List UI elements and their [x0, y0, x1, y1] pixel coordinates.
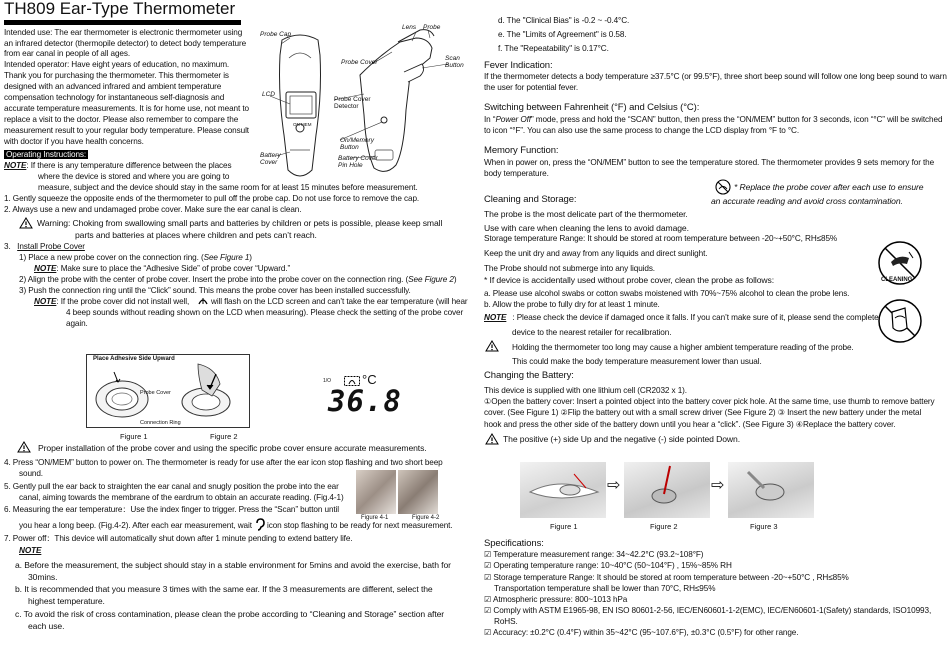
cleaning-icon-text: CLEANING — [881, 277, 913, 283]
substep-3-note-b: will flash on the LCD screen and can’t take the ear temperature (will hear — [211, 297, 468, 306]
spec-1: ☑ Temperature measurement range: 34~42.2°C (93.2~108°F) — [484, 550, 704, 559]
step-5-cont: canal, aiming towards the membrane of the eardrum to obtain an accurate reading. (Fig.4-1) — [19, 493, 344, 502]
spec-3: ☑ Storage temperature Range: It should be stored at room temperature between -20~+50°C , RH≤85% — [484, 573, 849, 582]
label-scan-button: Scan Button — [445, 55, 464, 69]
note-label: NOTE — [34, 264, 57, 273]
note-text: : Please check the device if damaged once it falls. If you can’t make sure of it, please send the complete — [512, 313, 879, 322]
intro-line: with doctor if you have health concerns. — [4, 137, 144, 146]
probe-cover-label: Probe Cover — [140, 390, 171, 396]
battery-heading: Changing the Battery: — [484, 370, 574, 381]
fever-line1: If the thermometer detects a body temperature ≥37.5°C (or 99.5°F), three short beep sound will follow one long beep sound to warn — [484, 72, 947, 81]
no-reuse-icon — [712, 179, 734, 195]
substep-1-note — [34, 264, 290, 275]
storage-line: Storage temperature Range: It should be stored at room temperature between -20~+50°C, RH≤85% — [484, 234, 838, 243]
step-2: 2. Always use a new and undamaged probe cover. Make sure the ear canal is clean. — [4, 205, 302, 214]
note-2-a: a. Before the measurement, the subject should stay in a stable environment for 5mins and avoid the exercise, bath for — [15, 560, 451, 570]
battery-figure-3-drawing — [728, 462, 814, 518]
intro-line: from ear canal in people of all ages. — [4, 49, 131, 58]
right-note-line2: device to the nearest retailer for recalibration. — [512, 328, 672, 337]
figure-2-caption: Figure 2 — [210, 432, 238, 441]
switch-line1-a: In “ — [484, 115, 496, 124]
figure-4-2-caption: Figure 4-2 — [412, 515, 440, 521]
label-probe-cap: Probe Cap — [260, 31, 292, 38]
note-label: NOTE — [4, 161, 27, 170]
battery-figure-2-caption: Figure 2 — [650, 522, 678, 531]
connection-ring-label: Connection Ring — [140, 420, 181, 426]
label-lcd: LCD — [262, 91, 276, 98]
memory-line2: body temperature. — [484, 169, 549, 178]
battery-figure-1-drawing — [520, 462, 606, 518]
no-water-icon — [877, 298, 923, 344]
warning-icon — [485, 433, 499, 445]
switch-line1 — [484, 115, 942, 126]
warning-icon — [19, 217, 33, 229]
battery-line4: The positive (+) side Up and the negative (-) side pointed Down. — [503, 434, 740, 444]
repeatability: f. The "Repeatability" is 0.17°C. — [498, 44, 609, 53]
limits-of-agreement: e. The "Limits of Agreement" is 0.58. — [498, 30, 627, 39]
substep-2-text: 2) Align the probe with the center of probe cover. Insert the probe into the probe cover on the connection ring. ( — [19, 275, 409, 284]
keep-dry-line: Keep the unit dry and away from any liquids and direct sunlight. — [484, 249, 708, 258]
clinical-bias: d. The "Clinical Bias" is -0.2 ~ -0.4°C. — [498, 16, 630, 25]
hold-line1: Holding the thermometer too long may cause a higher ambient temperature reading of the probe. — [512, 343, 854, 352]
note-2-b-cont: highest temperature. — [28, 596, 105, 606]
battery-figure-1-caption: Figure 1 — [550, 522, 578, 531]
warning-line2: parts and batteries at places where children and pets can’t reach. — [75, 230, 317, 240]
spec-2: ☑ Operating temperature range: 10~40°C (50~104°F) , 15%~85% RH — [484, 561, 732, 570]
replace-line2: an accurate reading and avoid cross contamination. — [711, 196, 903, 206]
operating-note-line2: where the device is stored and where you are going to — [38, 172, 230, 181]
battery-figure-2-drawing — [624, 462, 710, 518]
intro-line: Intended use: The ear thermometer is electronic thermometer using — [4, 28, 243, 37]
note-label: NOTE — [34, 297, 57, 306]
fever-line2: the user for potential fever. — [484, 83, 579, 92]
step-3-title: Install Probe Cover — [17, 242, 85, 251]
substep-3: 3) Push the connection ring until the “Click” sound. This means the probe cover has been installed successfully. — [19, 286, 411, 295]
lcd-mode: 1/O — [323, 378, 332, 384]
substep-1 — [19, 253, 252, 264]
warning-icon — [17, 441, 31, 453]
label-lens: Lens — [402, 24, 417, 31]
operating-header — [4, 150, 88, 161]
spec-heading: Specifications: — [484, 538, 544, 549]
replace-line1: * Replace the probe cover after each use to ensure — [734, 182, 924, 192]
substep-3-note-d: again. — [66, 319, 88, 328]
document-title: TH809 Ear-Type Thermometer — [4, 0, 236, 18]
battery-figure-3-caption: Figure 3 — [750, 522, 778, 531]
step-4: 4. Press “ON/MEM” button to power on. The thermometer is ready for use after the ear icon stop flashing and two short beep — [4, 458, 443, 467]
delicate-line: The probe is the most delicate part of the thermometer. — [484, 209, 688, 219]
intro-line: Intended operator: Have eight years of education, no maximum. — [4, 60, 230, 69]
care-line: Use with care when cleaning the lens to avoid damage. — [484, 223, 689, 233]
figure-4-1-photo — [356, 470, 396, 514]
clean-a-line: a. Please use alcohol swabs or cotton swabs moistened with 70%~75% alcohol to clean the probe lens. — [484, 289, 850, 298]
switch-line1-b: ” mode, press and hold the “SCAN” button, then press the “ON/MEM” button for 3 seconds, icon “°C” will be switched — [530, 115, 943, 124]
intro-line: compensation technology for instantaneous self-diagnosis and — [4, 93, 225, 102]
accident-line: * If device is accidentally used without probe cover, clean the probe as follows: — [484, 275, 774, 285]
note-text: : If the probe cover did not install well, — [56, 297, 190, 306]
arrow-icon: ⇨ — [607, 477, 621, 494]
switch-heading: Switching between Fahrenheit (°F) and Celsius (°C): — [484, 102, 700, 113]
figure-4-2-photo — [398, 470, 438, 514]
step-5: 5. Gently pull the ear back to straighten the ear canal and snugly position the probe into the ear — [4, 482, 339, 491]
step-1: 1. Gently squeeze the opposite ends of the thermometer to pull off the probe cap. Do not use force to remove the cap. — [4, 194, 420, 203]
intro-line: an infrared detector (thermopile detector) to detect body temperature — [4, 38, 247, 48]
note-label: NOTE — [484, 313, 507, 322]
substep-2-fig: See Figure 2 — [408, 275, 454, 284]
label-probe-cover: Probe Cover — [341, 59, 378, 66]
label-battery-cover: Battery Cover — [260, 152, 281, 166]
spec-5: ☑ Comply with ASTM E1965-98, EN ISO 80601-2-56, IEC/EN60601-1-2(EMC), IEC/EN60601-1(Safety) standards, ISO10993, — [484, 606, 932, 615]
spec-3-cont: Transportation temperature shall be lower than 70°C, RH≤95% — [494, 584, 716, 593]
substep-3-note — [34, 297, 189, 308]
arrow-icon: ⇨ — [711, 477, 725, 494]
battery-line3: hook and press the other side of the battery down until you hear a “click”. (See Figure 3) ④Replace the battery cover. — [484, 420, 896, 429]
ear-icon — [255, 518, 265, 531]
note-2-c-cont: each use. — [28, 621, 65, 631]
step-6-cont-b: icon stop flashing to be ready for next measurement. — [267, 521, 453, 530]
probe-cover-error-icon — [197, 296, 209, 306]
substep-3-note-c: 4 beep sounds without reading shown on the LCD when measuring). Please check the setting of the probe cover — [66, 308, 464, 317]
switch-line2: to icon “°F”. You can also use the same process to change the LCD display from °F to °C. — [484, 126, 800, 135]
memory-line1: When in power on, press the “ON/MEM” button to see the temperature stored. The thermometer provides 9 sets memory for the — [484, 158, 935, 167]
intro-line: designed with an advanced infrared and ambient temperature — [4, 82, 222, 91]
note-text: : Make sure to place the “Adhesive Side” of probe cover “Upward.” — [56, 264, 291, 273]
intro-line: Thank you for purchasing the thermometer. This thermometer is — [4, 71, 229, 80]
label-battery-cover-pin-hole: Battery Cover Pin Hole — [338, 155, 378, 169]
battery-line1: ①Open the battery cover: Insert a pointed object into the battery cover pick hole. At the same time, use thumb to remove battery — [484, 397, 935, 406]
step-6: 6. Measuring the ear temperature：Use the index finger to trigger. Press the “Scan” button until — [4, 505, 340, 514]
step-7: 7. Power off：This device will automatically shut down after 1 minute pending to extend battery life. — [4, 534, 353, 543]
spec-4: ☑ Atmospheric pressure: 800~1013 hPa — [484, 595, 628, 604]
spec-6: ☑ Accuracy: ±0.2°C (0.4°F) within 35~42°C (95~107.6°F), ±0.3°C (0.5°F) for other range. — [484, 628, 799, 637]
battery-intro: This device is supplied with one lithium cell (CR2032 x 1). — [484, 386, 687, 395]
fever-heading: Fever Indication: — [484, 60, 553, 71]
note-2-label-row — [19, 546, 41, 557]
intro-line: measurement result to your regular body temperature. Please consult — [4, 126, 249, 135]
step-3-number: 3. — [4, 242, 11, 251]
warning-line1: Warning: Choking from swallowing small parts and batteries by children or pets is possible, please keep small — [37, 218, 443, 228]
figure-4-1-caption: Figure 4-1 — [361, 515, 389, 521]
substep-1-close: ) — [249, 253, 252, 262]
note-2-a-cont: 30mins. — [28, 572, 58, 582]
operating-header-text: Operating Instructions: — [6, 150, 87, 159]
label-device-on-mem: ON MEM — [293, 122, 312, 127]
note-text: : If there is any temperature difference between the places — [26, 161, 232, 170]
memory-heading: Memory Function: — [484, 145, 559, 156]
note-2-b: b. It is recommended that you measure 3 times with the same ear. If the 3 measurements are different, select the — [15, 584, 433, 594]
figure-1-caption: Figure 1 — [120, 432, 148, 441]
step-3 — [4, 242, 85, 253]
substep-1-fig: See Figure 1 — [203, 253, 250, 262]
substep-1-text: 1) Place a new probe cover on the connection ring. ( — [19, 253, 204, 262]
operating-note-line3: measure, subject and the device should stay in the same room for at least 15 minutes before measurement. — [38, 183, 418, 192]
lcd-reading: 36.8 — [328, 384, 402, 418]
label-on-memory-button: On/Memory Button — [340, 137, 374, 151]
step-4-cont: sound. — [19, 469, 43, 478]
submerge-line: The Probe should not submerge into any liquids. — [484, 264, 655, 273]
spec-5-cont: RoHS. — [494, 617, 518, 626]
switch-line1-italic: Power Off — [495, 115, 531, 124]
intro-line: accurate temperature measurements. It is for home use, not meant to — [4, 104, 249, 113]
right-note — [484, 313, 879, 324]
lcd-unit: °C — [362, 372, 377, 387]
battery-line2: cover. (See Figure 1) ②Flip the battery out with a small screw driver (See Figure 2) ③ Insert the new battery under the metal — [484, 408, 922, 417]
proper-install-text: Proper installation of the probe cover and using the specific probe cover ensure accurate measurements. — [38, 443, 427, 453]
note-label: NOTE — [19, 546, 42, 555]
proper-install — [4, 443, 427, 454]
intro-line: replace a visit to the doctor. Please also remember to compare the — [4, 115, 239, 124]
operating-note — [4, 161, 231, 172]
label-probe: Probe — [423, 24, 441, 31]
cleaning-heading: Cleaning and Storage: — [484, 194, 577, 205]
substep-2-close: ) — [453, 275, 457, 284]
label-probe-cover-detector: Probe Cover Detector — [334, 96, 371, 110]
clean-b-line: b. Allow the probe to fully dry for at least 1 minute. — [484, 300, 660, 309]
adhesive-label: Place Adhesive Side Upward — [93, 356, 175, 362]
warning-icon — [485, 340, 499, 352]
hold-line2: This could make the body temperature measurement lower than usual. — [512, 357, 762, 366]
step-6-cont: you hear a long beep. (Fig.4-2). After each ear measurement, wait — [19, 521, 252, 530]
note-2-c: c. To avoid the risk of cross contamination, please clean the probe according to “Cleaning and Storage” section after — [15, 609, 445, 619]
substep-2 — [19, 275, 456, 286]
